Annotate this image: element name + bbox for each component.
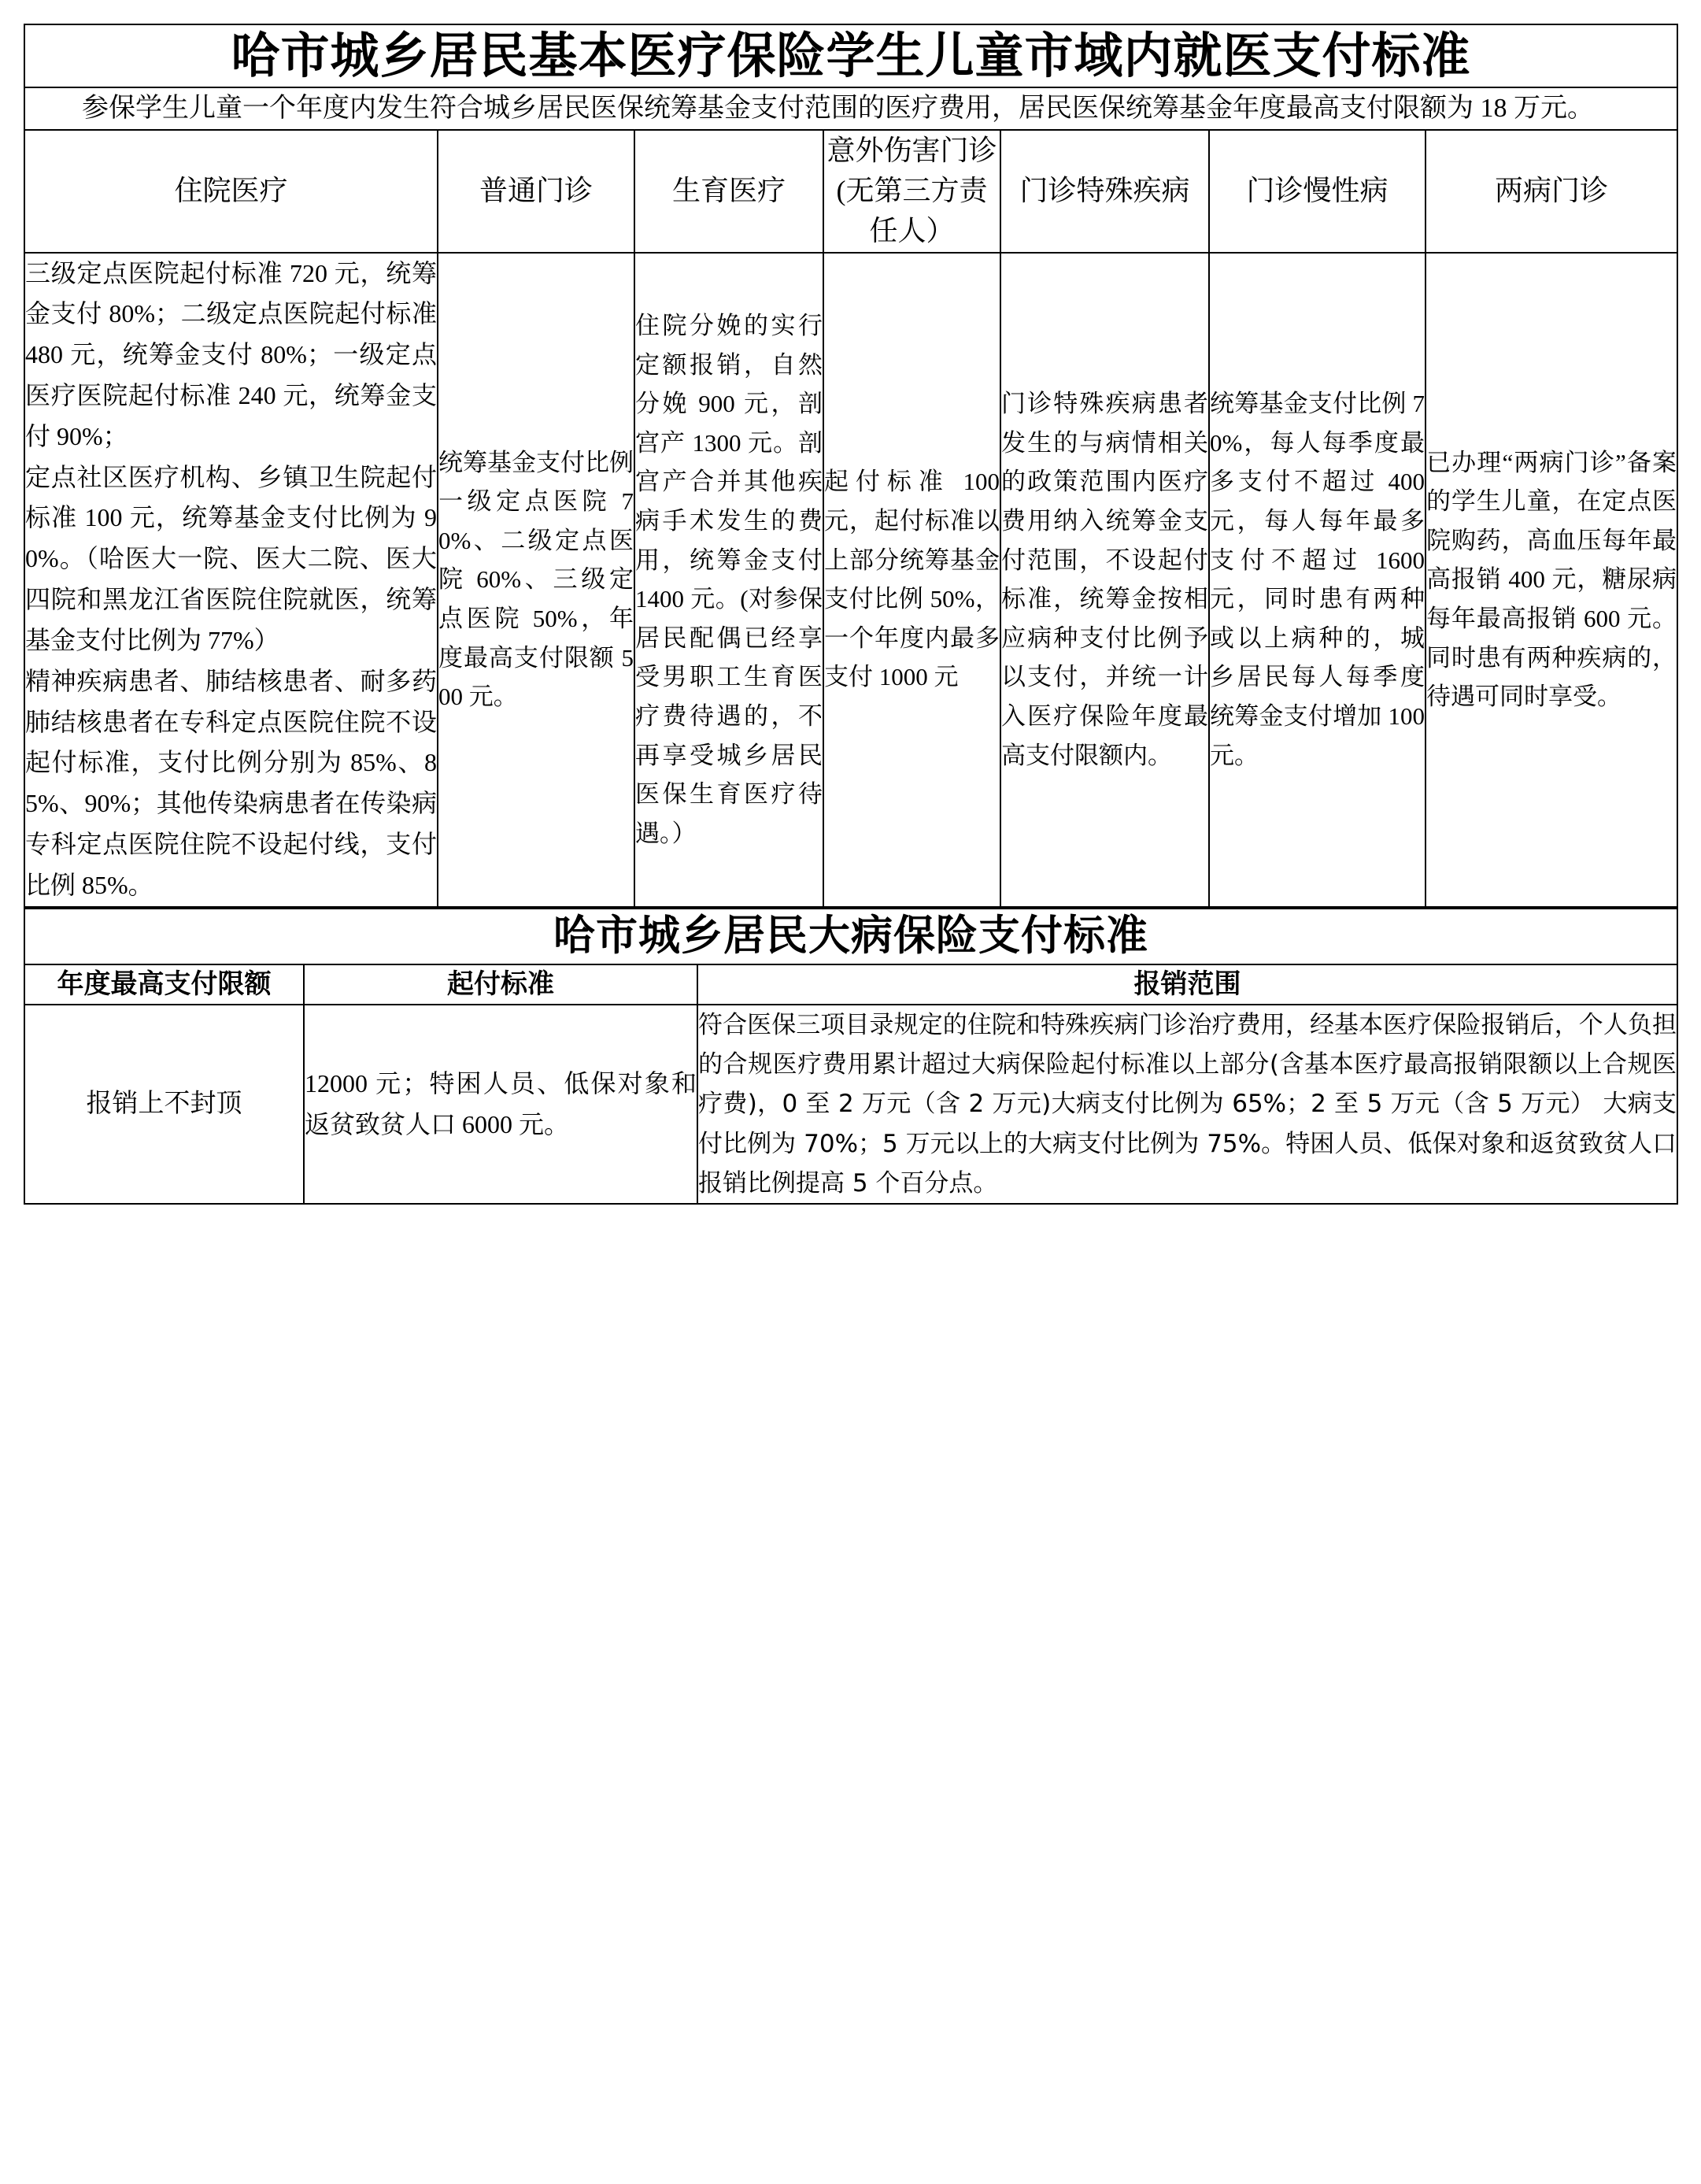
cell-two-diseases: 已办理“两病门诊”备案的学生儿童，在定点医院购药，高血压每年最高报销 400 元，糖尿病每年最高报销 600 元。同时患有两种疾病的，待遇可同时享受。	[1426, 253, 1677, 907]
column-header-deductible: 起付标准	[304, 964, 697, 1005]
cell-deductible: 12000 元；特困人员、低保对象和返贫致贫人口 6000 元。	[304, 1005, 697, 1204]
column-header-maternity: 生育医疗	[634, 130, 823, 252]
critical-illness-table	[24, 908, 1678, 1205]
column-header-accidental-injury: 意外伤害门诊(无第三方责任人）	[823, 130, 1000, 252]
cell-annual-limit: 报销上不封顶	[24, 1005, 304, 1204]
column-header-reimbursement-scope: 报销范围	[697, 964, 1677, 1005]
column-header-two-diseases: 两病门诊	[1426, 130, 1677, 252]
cell-hospitalization: 三级定点医院起付标准 720 元，统筹金支付 80%；二级定点医院起付标准 480 元，统筹金支付 80%；一级定点医疗医院起付标准 240 元，统筹金支付 90%； 定点社区医疗机构、乡镇卫生院起付标准 100 元，统筹基金支付比例为 90%。（哈医大一院、医大二院、医大四院和黑龙江省医院住院就医，统筹基金支付比例为 77%） 精神疾病患者、肺结核患者、耐多药肺结核患者在专科定点医院住院不设起付标准，支付比例分别为 85%、85%、90%；其他传染病患者在传染病专科定点医院住院不设起付线，支付比例 85%。	[24, 253, 438, 907]
column-header-chronic-disease: 门诊慢性病	[1209, 130, 1426, 252]
section2-title-row	[24, 909, 1677, 964]
section1-header-row	[24, 130, 1677, 252]
column-header-annual-limit: 年度最高支付限额	[24, 964, 304, 1005]
column-header-hospitalization: 住院医疗	[24, 130, 438, 252]
section1-content-row	[24, 253, 1677, 907]
cell-maternity: 住院分娩的实行定额报销，自然分娩 900 元，剖宫产 1300 元。剖宫产合并其他疾病手术发生的费用，统筹金支付 1400 元。(对参保居民配偶已经享受男职工生育医疗费待遇的，不再享受城乡居民医保生育医疗待遇。）	[634, 253, 823, 907]
cell-special-disease: 门诊特殊疾病患者发生的与病情相关的政策范围内医疗费用纳入统筹金支付范围，不设起付标准，统筹金按相应病种支付比例予以支付，并统一计入医疗保险年度最高支付限额内。	[1000, 253, 1209, 907]
section1-intro-text: 参保学生儿童一个年度内发生符合城乡居民医保统筹基金支付范围的医疗费用，居民医保统筹基金年度最高支付限额为 18 万元。	[82, 93, 1594, 123]
section2-data-row	[24, 1005, 1677, 1204]
section1-intro-cell	[24, 87, 1677, 131]
cell-chronic-disease: 统筹基金支付比例 70%，每人每季度最多支付不超过 400 元，每人每年最多支付不超过 1600 元，同时患有两种或以上病种的，城乡居民每人每季度统筹金支付增加 100 元。	[1209, 253, 1426, 907]
section1-title-row	[24, 24, 1677, 87]
section2-title-cell	[24, 909, 1677, 964]
cell-general-outpatient: 统筹基金支付比例一级定点医院 70%、二级定点医院 60%、三级定点医院 50%，年度最高支付限额 500 元。	[438, 253, 634, 907]
cell-accidental-injury: 起付标准 100 元，起付标准以上部分统筹基金支付比例 50%，一个年度内最多支付 1000 元	[823, 253, 1000, 907]
column-header-special-disease: 门诊特殊疾病	[1000, 130, 1209, 252]
section2-header-row	[24, 964, 1677, 1005]
section1-title: 哈市城乡居民基本医疗保险学生儿童市域内就医支付标准	[231, 27, 1471, 84]
payment-standards-table	[24, 24, 1678, 908]
section2-title: 哈市城乡居民大病保险支付标准	[553, 911, 1149, 960]
section1-intro-row	[24, 87, 1677, 131]
section1-title-cell	[24, 24, 1677, 87]
cell-reimbursement-scope: 符合医保三项目录规定的住院和特殊疾病门诊治疗费用，经基本医疗保险报销后，个人负担的合规医疗费用累计超过大病保险起付标准以上部分(含基本医疗最高报销限额以上合规医疗费)，0 至 2 万元（含 2 万元)大病支付比例为 65%；2 至 5 万元（含 5 万元） 大病支付比例为 70%；5 万元以上的大病支付比例为 75%。特困人员、低保对象和返贫致贫人口报销比例提高 5 个百分点。	[697, 1005, 1677, 1204]
column-header-general-outpatient: 普通门诊	[438, 130, 634, 252]
